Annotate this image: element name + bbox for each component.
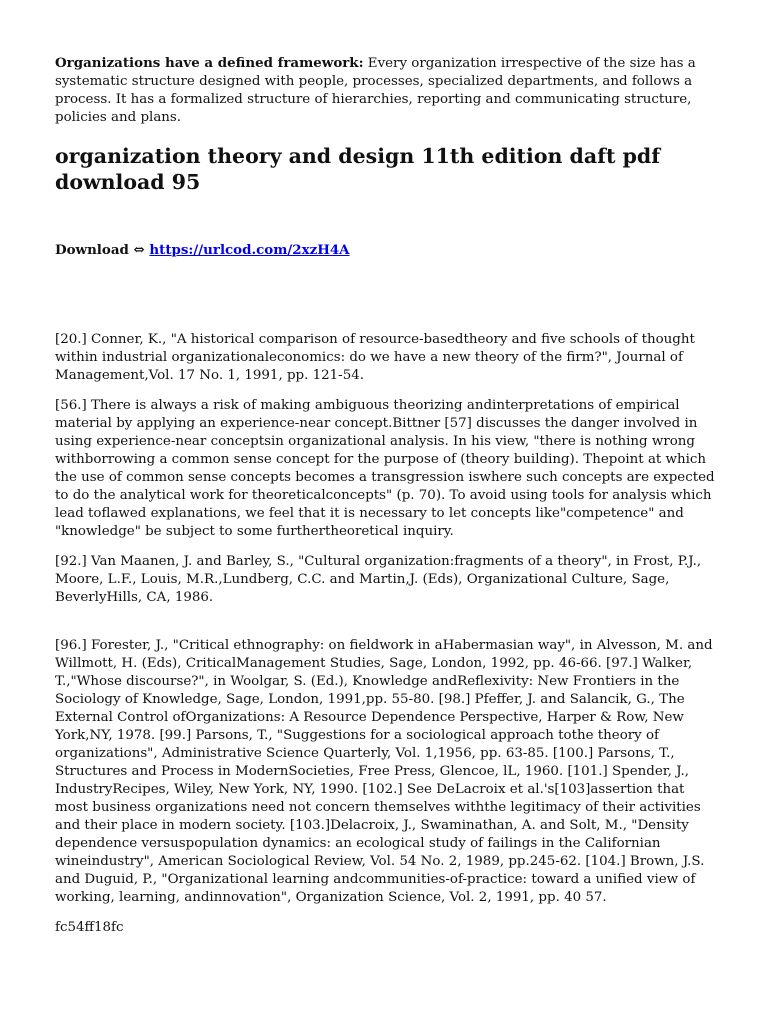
reference-paragraph-56: [56.] There is always a risk of making ambiguous theorizing andinterpretations of empirical material by applying an experience-near concept.Bittner [57] discusses the danger involved in using experience-near conceptsin organizational analysis. In his view, "there is nothing wrong withborrowing a common sense concept for the purpose of (theory building). Thepoint at which the use of common sense concepts becomes a transgression iswhere such concepts are expected to do the analytical work for theoreticalconcepts" (p. 70). To avoid using tools for analysis which lead toflawed explanations, we feel that it is necessary to let concepts like"competence" and "knowledge" be subject to some furthertheoretical inquiry. <box>55 398 715 539</box>
reference-paragraph-20: [20.] Conner, K., "A historical comparison of resource-basedtheory and five schools of thought within industrial organizationaleconomics: do we have a new theory of the firm?", Journal of Management,Vol. 17 No. 1, 1991, pp. 121-54. <box>55 332 695 383</box>
download-link[interactable]: https://urlcod.com/2xzH4A <box>149 242 350 258</box>
intro-bold-label: Organizations have a defined framework: <box>55 55 364 71</box>
intro-paragraph <box>55 54 715 127</box>
footer-code: fc54ff18fc <box>55 920 124 935</box>
download-label: Download ⇔ <box>55 242 150 258</box>
document-page <box>55 54 715 937</box>
references-section <box>55 331 715 937</box>
reference-paragraph-96: [96.] Forester, J., "Critical ethnography: on fieldwork in aHabermasian way", in Alvesson, M. and Willmott, H. (Eds), CriticalManagement Studies, Sage, London, 1992, pp. 46-66. [97.] Walker, T.,"Whose discourse?", in Woolgar, S. (Ed.), Knowledge andReflexivity: New Frontiers in the Sociology of Knowledge, Sage, London, 1991,pp. 55-80. [98.] Pfeffer, J. and Salancik, G., The External Control ofOrganizations: A Resource Dependence Perspective, Harper & Row, New York,NY, 1978. [99.] Parsons, T., "Suggestions for a sociological approach tothe theory of organizations", Administrative Science Quarterly, Vol. 1,1956, pp. 63-85. [100.] Parsons, T., Structures and Process in ModernSocieties, Free Press, Glencoe, lL, 1960. [101.] Spender, J., IndustryRecipes, Wiley, New York, NY, 1990. [102.] See DeLacroix et al.'s[103]assertion that most business organizations need not concern themselves withthe legitimacy of their activities and their place in modern society. [103.]Delacroix, J., Swaminathan, A. and Solt, M., "Density dependence versuspopulation dynamics: an ecological study of failings in the Californian wineindustry", American Sociological Review, Vol. 54 No. 2, 1989, pp.245-62. [104.] Brown, J.S. and Duguid, P., "Organizational learning andcommunities-of-practice: toward a unified view of working, learning, andinnovation", Organization Science, Vol. 2, 1991, pp. 40 57. <box>55 638 713 905</box>
page-title: organization theory and design 11th edition daft pdf download 95 <box>55 144 661 194</box>
download-line <box>55 241 715 259</box>
intro-text: Every organization irrespective of the size has a systematic structure designed with people, processes, specialized departments, and follows a process. It has a formalized structure of hierarchies, reporting and communicating structure, policies and plans. <box>55 56 696 125</box>
reference-paragraph-92: [92.] Van Maanen, J. and Barley, S., "Cultural organization:fragments of a theory", in Frost, P.J., Moore, L.F., Louis, M.R.,Lundberg, C.C. and Martin,J. (Eds), Organizational Culture, Sage, BeverlyHills, CA, 1986. <box>55 554 702 605</box>
